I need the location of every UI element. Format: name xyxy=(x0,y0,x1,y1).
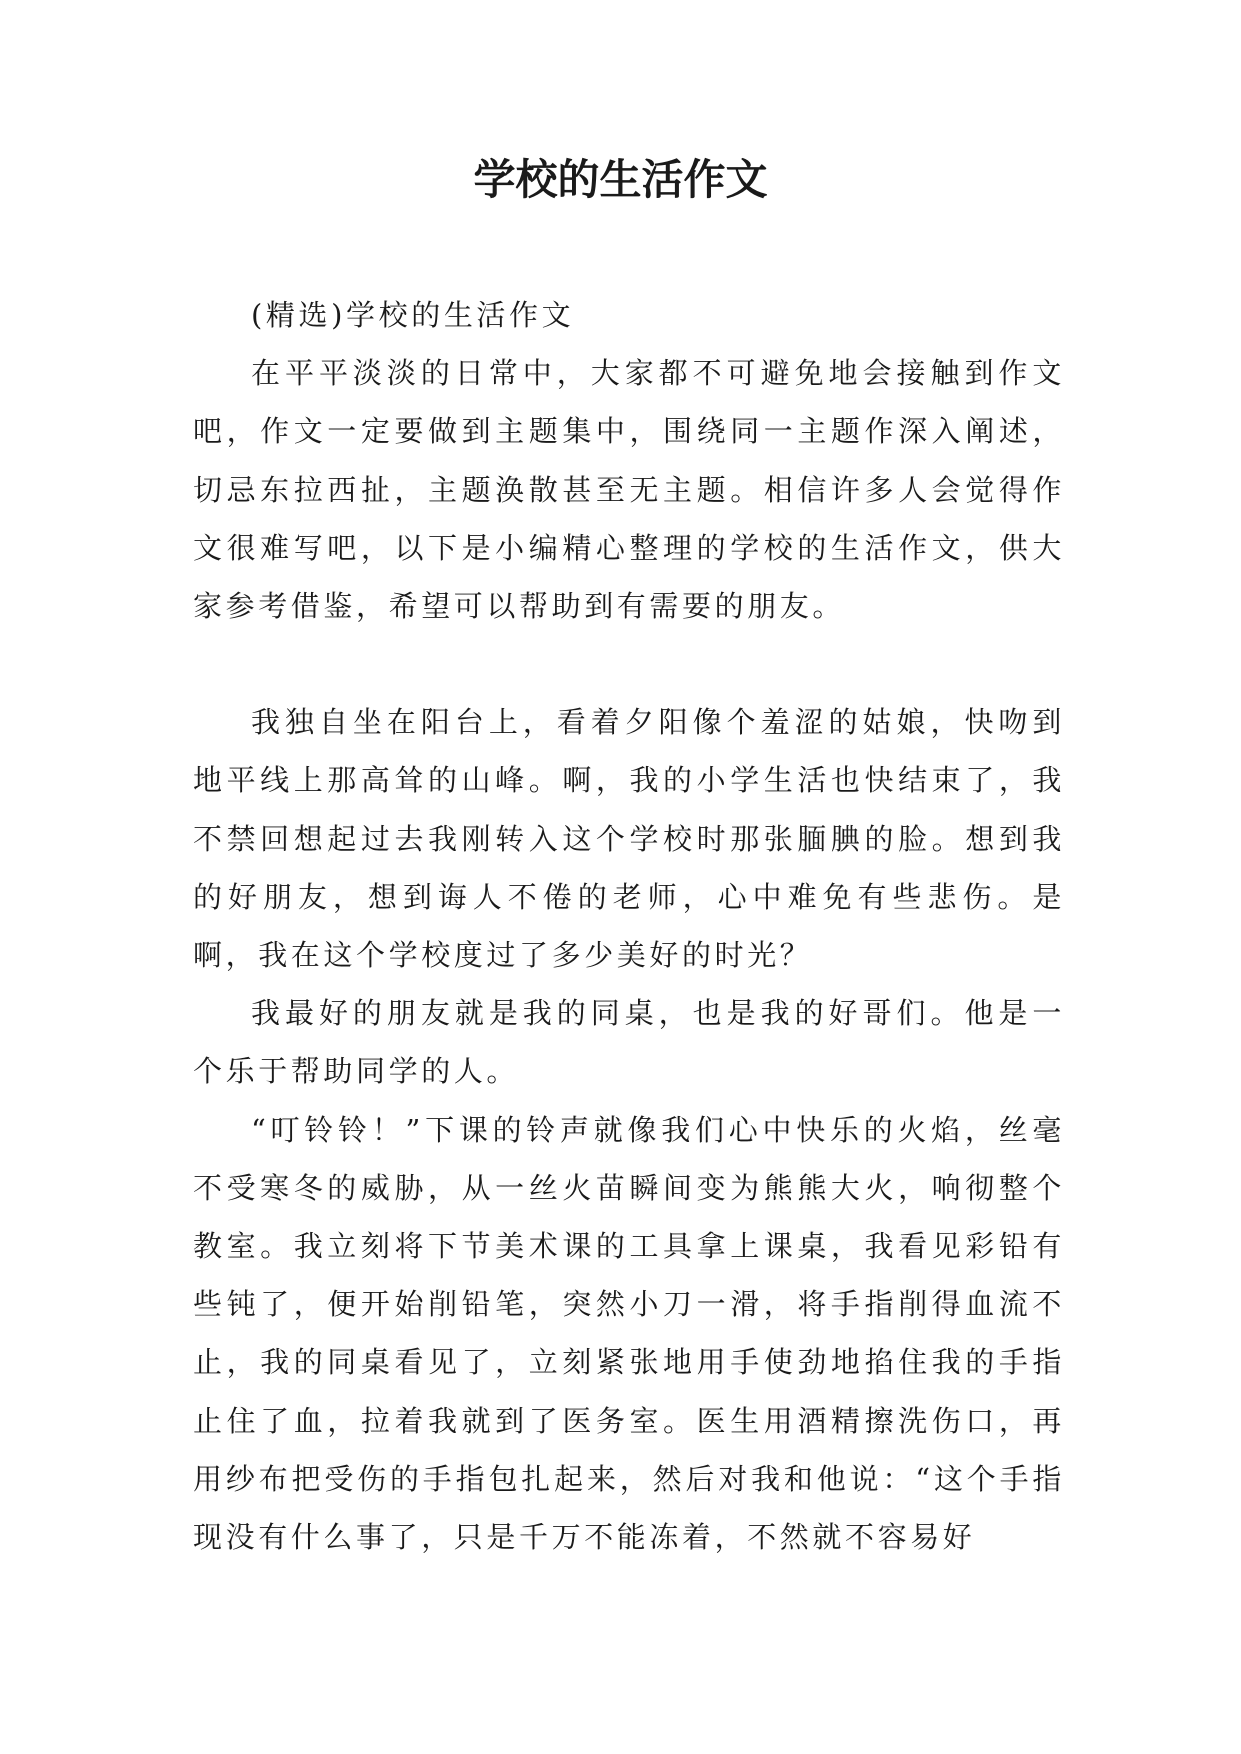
document-title: 学校的生活作文 xyxy=(473,155,768,204)
paragraph-spacer xyxy=(193,635,1065,693)
body-paragraph-2: 我最好的朋友就是我的同桌，也是我的好哥们。他是一个乐于帮助同学的人。 xyxy=(193,996,1065,1089)
body-paragraph-1: 我独自坐在阳台上，看着夕阳像个羞涩的姑娘，快吻到地平线上那高耸的山峰。啊，我的小学生活也快结束了，我不禁回想起过去我刚转入这个学校时那张腼腆的脸。想到我的好朋友，想到诲人不倦的老师，心中难免有些悲伤。是啊，我在这个学校度过了多少美好的时光？ xyxy=(193,705,1065,973)
document-body xyxy=(193,286,1065,1566)
document-subtitle: (精选)学校的生活作文 xyxy=(251,298,575,332)
intro-paragraph: 在平平淡淡的日常中，大家都不可避免地会接触到作文吧，作文一定要做到主题集中，围绕同一主题作深入阐述，切忌东拉西扯，主题涣散甚至无主题。相信许多人会觉得作文很难写吧，以下是小编精心整理的学校的生活作文，供大家参考借鉴，希望可以帮助到有需要的朋友。 xyxy=(193,356,1065,624)
body-paragraph-3: “叮铃铃！”下课的铃声就像我们心中快乐的火焰，丝毫不受寒冬的威胁，从一丝火苗瞬间变为熊熊大火，响彻整个教室。我立刻将下节美术课的工具拿上课桌，我看见彩铅有些钝了，便开始削铅笔，突然小刀一滑，将手指削得血流不止，我的同桌看见了，立刻紧张地用手使劲地掐住我的手指止住了血，拉着我就到了医务室。医生用酒精擦洗伤口，再用纱布把受伤的手指包扎起来，然后对我和他说：“这个手指现没有什么事了，只是千万不能冻着，不然就不容易好 xyxy=(193,1112,1065,1555)
